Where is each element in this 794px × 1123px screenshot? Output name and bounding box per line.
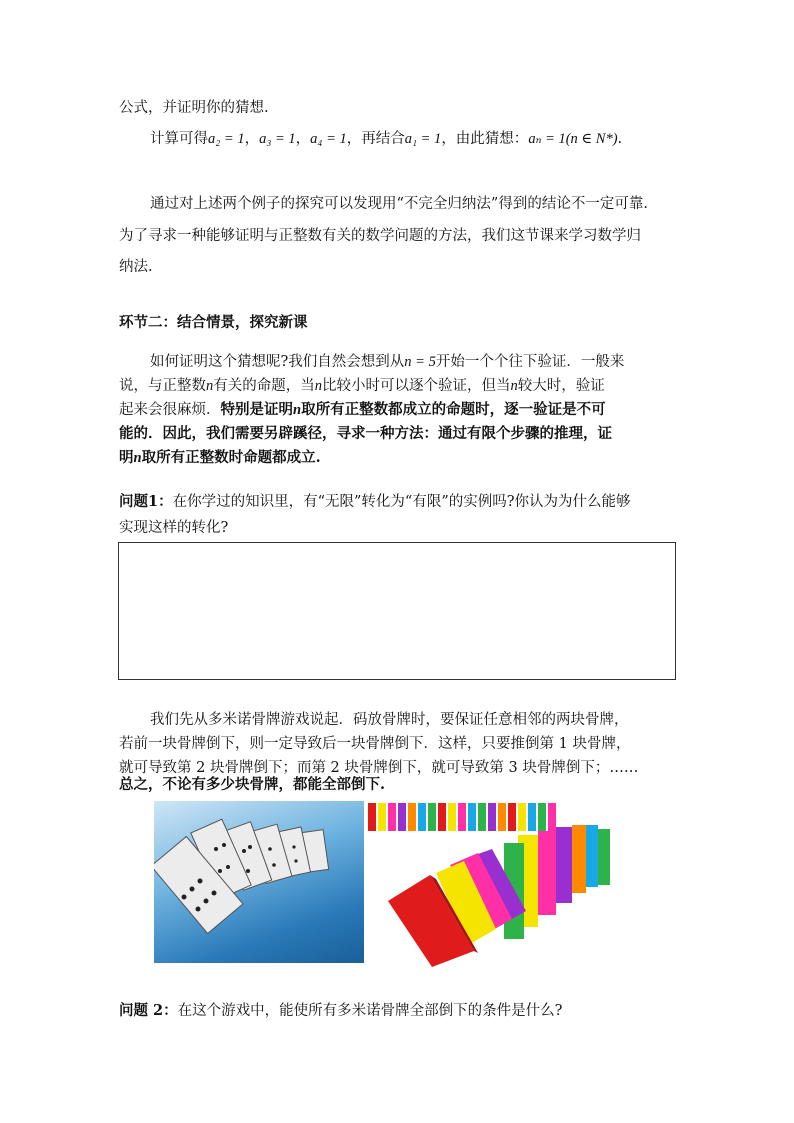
text-line: 若前一块骨牌倒下，则一定导致后一块骨牌倒下．这样，只要推倒第 1 块骨牌， [119,736,631,752]
bold-text: 特别是证明 [220,401,293,418]
text: 说，与正整数 [119,378,206,394]
math-n: n [510,378,518,394]
bold-text: 明 [119,449,134,466]
formula-a2: a₂ = 1 [208,131,245,147]
text: . [617,131,623,147]
formula-a3: a₃ = 1 [259,131,296,147]
text: 比较小时可以逐个验证，但当 [322,378,511,394]
text-line: 能的．因此，我们需要另辟蹊径，寻求一种方法：通过有限个步骤的推理，证 [119,425,612,442]
text-line: 纳法. [119,259,153,275]
bold-text: 取所有正整数时命题都成立. [141,449,321,466]
text-line: 就可导致第 2 块骨牌倒下；而第 2 块骨牌倒下，就可导致第 3 块骨牌倒下；…… [119,760,639,776]
math-n: n [133,450,142,466]
section-heading: 环节二：结合情景，探究新课 [119,314,308,331]
answer-box[interactable] [118,542,676,680]
math-n: n [293,402,302,418]
formula-n5: n = 5 [404,354,436,370]
text-line: 公式，并证明你的猜想. [119,100,269,116]
text-line: 为了寻求一种能够证明与正整数有关的数学问题的方法，我们这节课来学习数学归 [119,228,641,244]
text-line: 通过对上述两个例子的探究可以发现用“不完全归纳法”得到的结论不一定可靠. [150,196,648,212]
question-label: 问题 2： [119,1002,178,1019]
domino-illustration-color [366,801,628,968]
question-text: 在这个游戏中，能使所有多米诺骨牌全部倒下的条件是什么? [177,1003,563,1019]
question-2 [119,1001,562,1021]
text: 如何证明这个猜想呢?我们自然会想到从 [150,354,405,370]
text-line: 总之，不论有多少块骨牌，都能全部倒下. [119,776,386,793]
text-line [119,400,606,420]
formula-guess: aₙ = 1(n ∈ N*) [528,131,618,147]
text-line [119,376,605,396]
text: ，再结合 [346,131,405,147]
math-n: n [314,378,322,394]
text: 较大时，验证 [517,378,605,394]
question-text: 在你学过的知识里，有“无限”转化为“有限”的实例吗?你认为为什么能够 [172,494,631,510]
text-line: 我们先从多米诺骨牌游戏说起．码放骨牌时，要保证任意相邻的两块骨牌， [150,712,629,728]
domino-illustration-gray [154,801,364,963]
text: ，由此猜想： [441,131,529,147]
calc-line: 计算可得a₂ = 1，a₃ = 1，a₄ = 1，再结合a₁ = 1，由此猜想：aₙ = 1(n ∈ N*). [150,131,623,147]
math-n: n [206,378,214,394]
domino-photo-gray [154,801,364,963]
text: 起来会很麻烦． [119,402,221,418]
formula-a4: a₄ = 1 [310,131,347,147]
text: 有关的命题，当 [213,378,315,394]
domino-photo-color [366,801,628,968]
text: 计算可得 [150,131,208,147]
text-line [150,352,624,372]
question-1-cont: 实现这样的转化? [119,520,229,536]
text-line [119,448,321,468]
question-label: 问题1： [119,493,173,510]
question-1 [119,492,631,512]
text: 开始一个个往下验证．一般来 [435,354,625,370]
formula-a1: a₁ = 1 [404,131,442,147]
bold-text: 取所有正整数都成立的命题时，逐一验证是不可 [301,401,606,418]
